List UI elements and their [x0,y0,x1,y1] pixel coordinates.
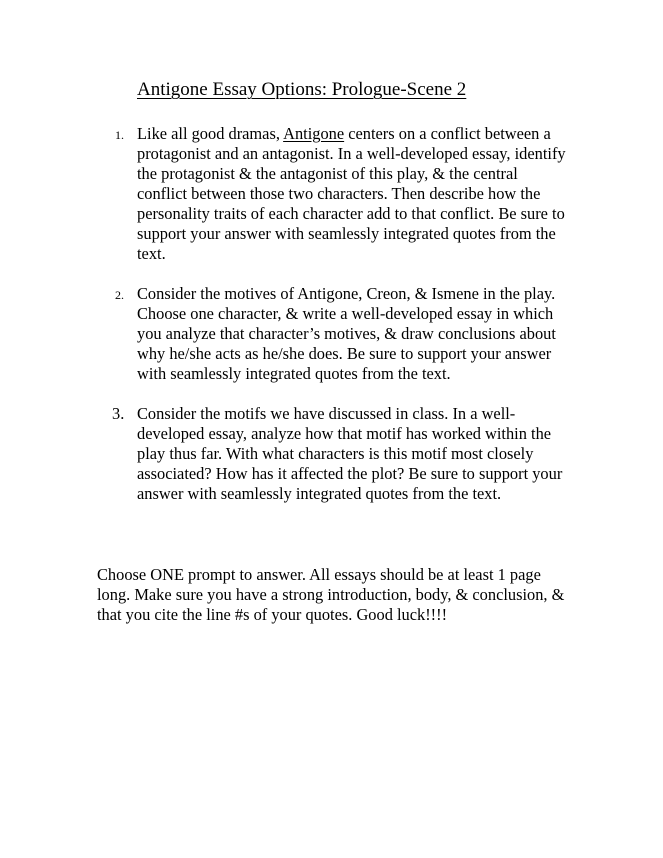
prompt-number: 1. [115,128,124,142]
prompt-1 [96,124,566,264]
document-title: Antigone Essay Options: Prologue-Scene 2 [137,79,467,100]
prompt-text-rest: centers on a conflict between a protagonist and an antagonist. In a well-developed essay, identify the protagonist & the antagonist of this play, & the central conflict between those two characters. Then describe how the personality traits of each character add to that conflict. Be sure to support your answer with seamlessly integrated quotes from the text. [137,124,566,263]
prompt-number: 2. [115,288,124,302]
prompt-text: Consider the motives of Antigone, Creon, & Ismene in the play. Choose one character, & write a well-developed essay in which you analyze that character’s motives, & draw conclusions about why he/she acts as he/she does. Be sure to support your answer with seamlessly integrated quotes from the text. [137,284,556,383]
prompt-list [96,124,566,504]
prompt-number: 3. [112,404,125,423]
prompt-3 [96,404,566,504]
play-title-underlined: Antigone [283,124,345,143]
prompt-text-start: Like all good dramas, [137,124,284,143]
prompt-text: Consider the motifs we have discussed in class. In a well-developed essay, analyze how that motif has worked within the play thus far. With what characters is this motif most closely associated? How has it affected the plot? Be sure to support your answer with seamlessly integrated quotes from the text. [137,404,563,503]
prompt-2 [96,284,566,384]
closing-instructions: Choose ONE prompt to answer. All essays should be at least 1 page long. Make sure you have a strong introduction, body, & conclusion, & that you cite the line #s of your quotes. Good luck!!!! [97,565,565,624]
